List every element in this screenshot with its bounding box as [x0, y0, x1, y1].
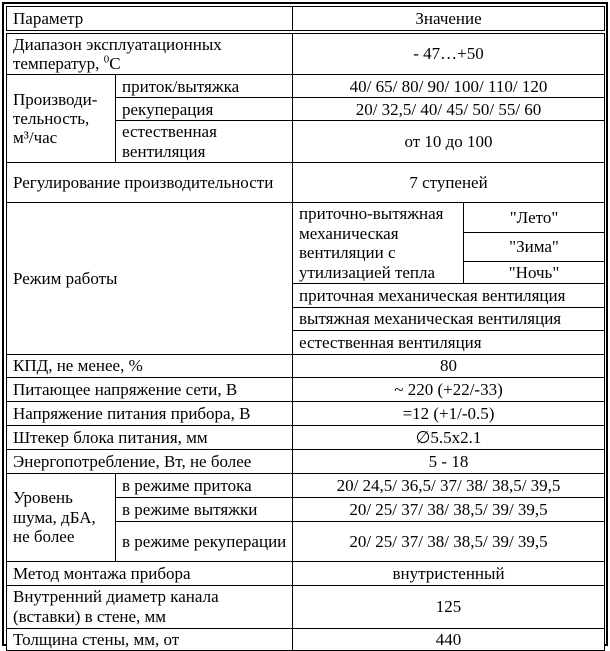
table-row — [7, 449, 605, 473]
table-row — [7, 75, 605, 98]
table-row — [7, 377, 605, 401]
table-row — [7, 561, 605, 585]
noise-label — [7, 473, 116, 561]
work-mode-summer: "Лето" — [464, 203, 605, 233]
table-row — [7, 32, 605, 75]
performance-label — [7, 75, 116, 163]
noise-recuperation-label: в режиме рекуперации — [116, 521, 293, 561]
performance-supply-value: 40/ 65/ 80/ 90/ 100/ 110/ 120 — [293, 75, 605, 98]
performance-recuperation-value: 20/ 32,5/ 40/ 45/ 50/ 55/ 60 — [293, 98, 605, 121]
mounting-label: Метод монтажа прибора — [7, 561, 293, 585]
power-plug-label: Штекер блока питания, мм — [7, 425, 293, 449]
header-value: Значение — [293, 7, 605, 32]
duct-diameter-value: 125 — [293, 585, 605, 628]
performance-recuperation-label: рекуперация — [116, 98, 293, 121]
work-mode-natural: естественная вентиляция — [293, 330, 605, 354]
noise-label-line3: не более — [13, 526, 75, 546]
temp-range-label — [7, 32, 293, 75]
temp-range-label-text: Диапазон эксплуатационных температур, — [13, 34, 222, 73]
noise-recuperation-value: 20/ 25/ 37/ 38/ 38,5/ 39/ 39,5 — [293, 521, 605, 561]
power-consumption-label: Энергопотребление, Вт, не более — [7, 449, 293, 473]
work-mode-winter: "Зима" — [464, 233, 605, 262]
wall-thickness-value: 440 — [293, 628, 605, 650]
noise-label-line1: Уровень — [13, 488, 73, 508]
table-row — [7, 163, 605, 203]
work-mode-supply: приточная механическая вентиляция — [293, 284, 605, 308]
table-row — [7, 628, 605, 650]
performance-natural-label: естественная вентиляция — [116, 121, 293, 163]
noise-label-line2: шума, дБА, — [13, 507, 96, 527]
performance-label-line3: м³/час — [13, 128, 58, 148]
mains-voltage-value: ~ 220 (+22/-33) — [293, 377, 605, 401]
table-row — [7, 473, 605, 497]
spec-table — [6, 6, 605, 651]
regulation-label: Регулирование производительности — [7, 163, 293, 203]
work-mode-exhaust: вытяжная механическая вентиляция — [293, 308, 605, 330]
mains-voltage-label: Питающее напряжение сети, В — [7, 377, 293, 401]
power-consumption-value: 5 - 18 — [293, 449, 605, 473]
noise-supply-label: в режиме притока — [116, 473, 293, 497]
work-mode-recuperation-label: приточно-вытяжная механическая вентиляции с утилизацией тепла — [293, 203, 464, 284]
header-row — [7, 7, 605, 32]
mounting-value: внутристенный — [293, 561, 605, 585]
duct-diameter-label: Внутренний диаметр канала (вставки) в стене, мм — [7, 585, 293, 628]
efficiency-label: КПД, не менее, % — [7, 354, 293, 377]
device-voltage-label: Напряжение питания прибора, В — [7, 401, 293, 425]
table-row — [7, 401, 605, 425]
work-mode-label: Режим работы — [7, 203, 293, 355]
efficiency-value: 80 — [293, 354, 605, 377]
power-plug-value: ∅5.5x2.1 — [293, 425, 605, 449]
wall-thickness-label: Толщина стены, мм, от — [7, 628, 293, 650]
table-row — [7, 425, 605, 449]
temp-range-value: - 47…+50 — [293, 32, 605, 75]
regulation-value: 7 ступеней — [293, 163, 605, 203]
temp-range-unit: С — [109, 53, 121, 73]
noise-exhaust-value: 20/ 25/ 37/ 38/ 38,5/ 39/ 39,5 — [293, 497, 605, 521]
noise-supply-value: 20/ 24,5/ 36,5/ 37/ 38/ 38,5/ 39,5 — [293, 473, 605, 497]
table-row — [7, 354, 605, 377]
work-mode-night: "Ночь" — [464, 262, 605, 284]
device-voltage-value: =12 (+1/-0.5) — [293, 401, 605, 425]
table-row — [7, 203, 605, 233]
performance-natural-value: от 10 до 100 — [293, 121, 605, 163]
temp-range-superscript: 0 — [103, 53, 110, 66]
performance-supply-label: приток/вытяжка — [116, 75, 293, 98]
performance-label-line2: тельность, — [13, 108, 90, 128]
noise-exhaust-label: в режиме вытяжки — [116, 497, 293, 521]
header-param: Параметр — [7, 7, 293, 32]
table-frame — [2, 2, 608, 649]
table-row — [7, 585, 605, 628]
performance-label-line1: Производи- — [13, 89, 98, 109]
